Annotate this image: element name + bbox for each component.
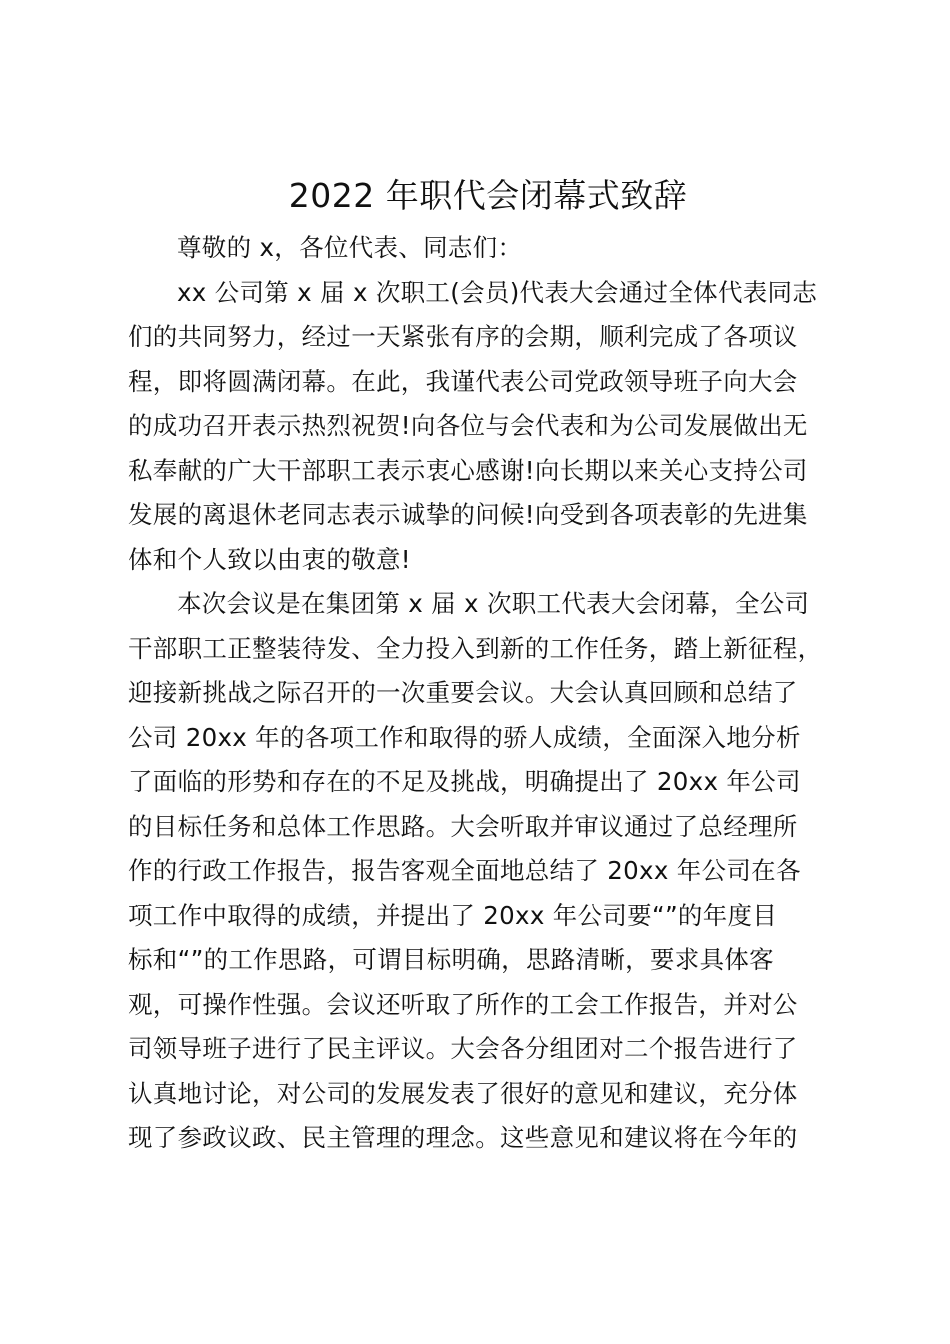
paragraph-2-line-7: 作的行政工作报告，报告客观全面地总结了 20xx 年公司在各 [128,856,801,885]
paragraph-2-line-10: 观，可操作性强。会议还听取了所作的工会工作报告，并对公 [128,989,798,1019]
paragraph-2-line-1: 本次会议是在集团第 x 届 x 次职工代表大会闭幕，全公司 [177,589,810,618]
paragraph-2-line-13: 现了参政议政、民主管理的理念。这些意见和建议将在今年的 [128,1123,798,1152]
paragraph-1-line-4: 的成功召开表示热烈祝贺!向各位与会代表和为公司发展做出无 [128,411,808,440]
paragraph-2-line-3: 迎接新挑战之际召开的一次重要会议。大会认真回顾和总结了 [128,678,798,707]
paragraph-1-line-2: 们的共同努力，经过一天紧张有序的会期，顺利完成了各项议 [128,322,798,351]
paragraph-1-line-6: 发展的离退休老同志表示诚挚的问候!向受到各项表彰的先进集 [128,500,808,529]
paragraph-1-line-7: 体和个人致以由衷的敬意! [128,544,411,574]
paragraph-2-line-4: 公司 20xx 年的各项工作和取得的骄人成绩，全面深入地分析 [128,722,801,752]
paragraph-2-line-11: 司领导班子进行了民主评议。大会各分组团对二个报告进行了 [128,1034,798,1063]
paragraph-1-line-5: 私奉献的广大干部职工表示衷心感谢!向长期以来关心支持公司 [128,455,808,485]
document-title: 2022 年职代会闭幕式致辞 [288,176,688,215]
paragraph-2-line-2: 干部职工正整装待发、全力投入到新的工作任务，踏上新征程， [128,633,823,663]
paragraph-2-line-6: 的目标任务和总体工作思路。大会听取并审议通过了总经理所 [128,811,798,841]
paragraph-2-line-12: 认真地讨论，对公司的发展发表了很好的意见和建议，充分体 [128,1078,798,1108]
salutation-line: 尊敬的 x，各位代表、同志们： [177,233,523,262]
paragraph-2-line-5: 了面临的形势和存在的不足及挑战，明确提出了 20xx 年公司 [128,767,801,796]
document-body [128,226,838,1161]
paragraph-1-line-3: 程，即将圆满闭幕。在此，我谨代表公司党政领导班子向大会 [128,366,798,396]
paragraph-2-line-8: 项工作中取得的成绩，并提出了 20xx 年公司要“”的年度目 [128,900,778,930]
paragraph-1-line-1: xx 公司第 x 届 x 次职工(会员)代表大会通过全体代表同志 [177,277,818,307]
paragraph-2-line-9: 标和“”的工作思路，可谓目标明确，思路清晰，要求具体客 [128,945,774,974]
